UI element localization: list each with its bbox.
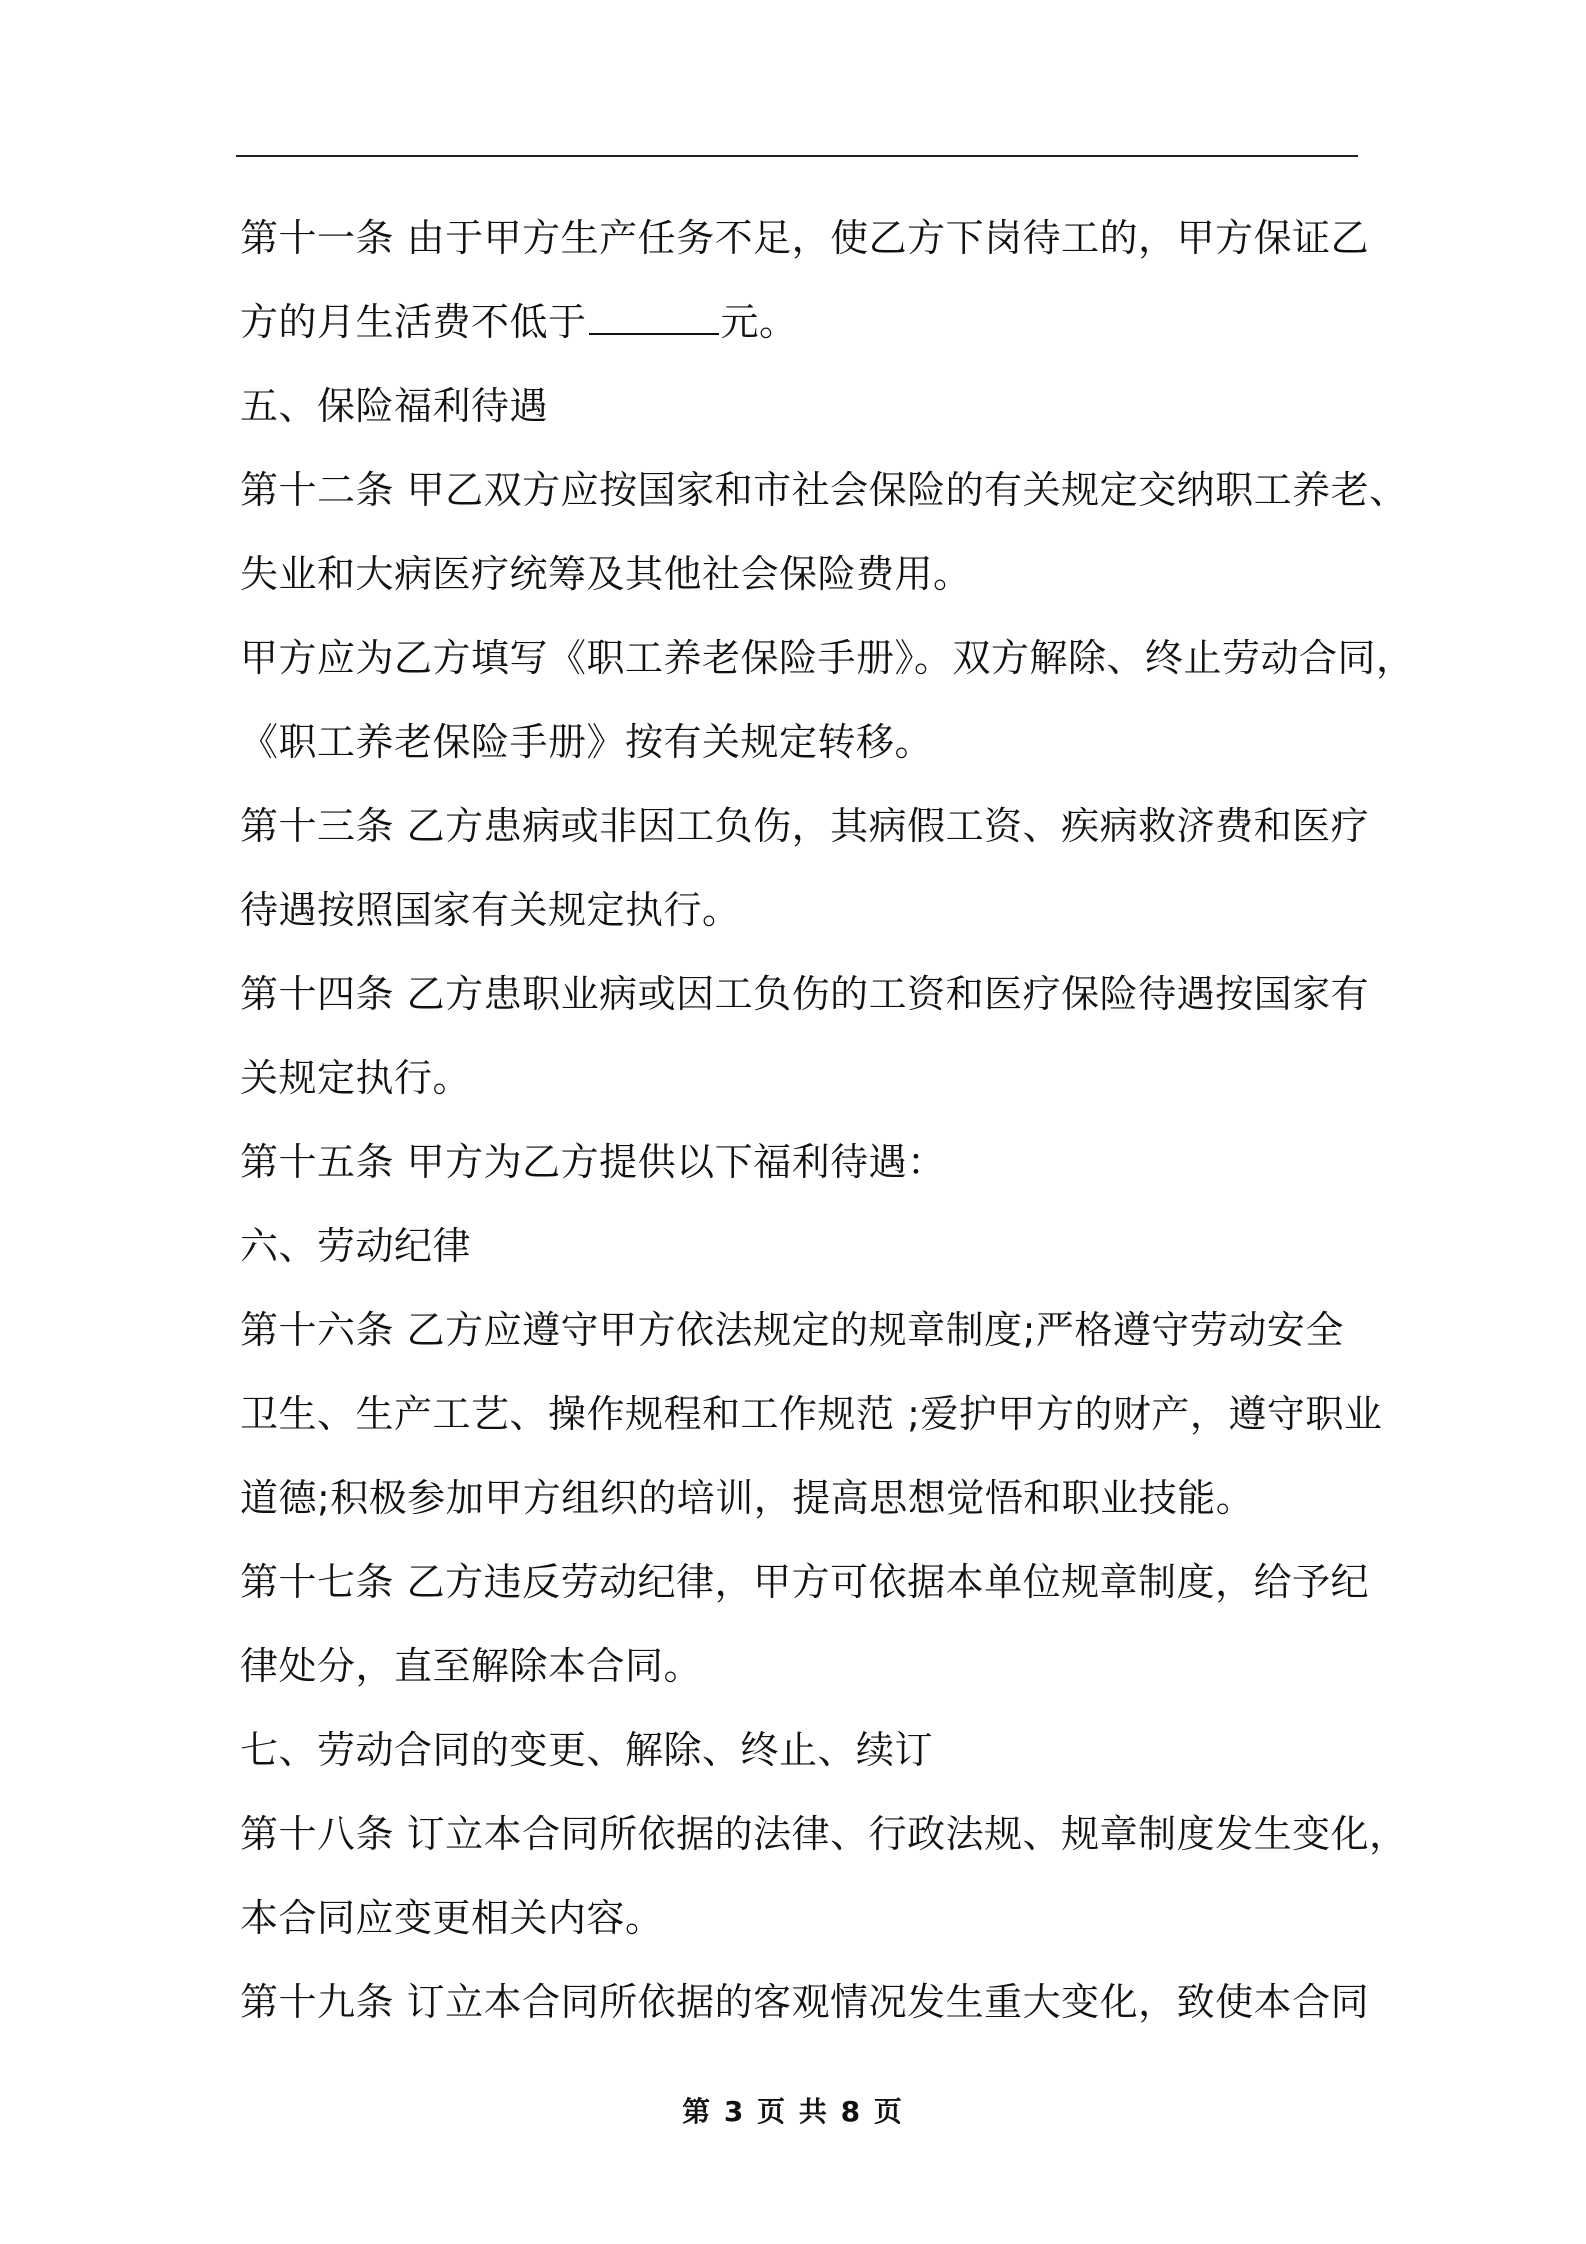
clause-11-line-1: 第十一条 由于甲方生产任务不足，使乙方下岗待工的，甲方保证乙 [240, 216, 1370, 260]
clause-16-line-3: 道德;积极参加甲方组织的培训，提高思想觉悟和职业技能。 [240, 1476, 1255, 1520]
clause-15: 第十五条 甲方为乙方提供以下福利待遇： [240, 1140, 946, 1184]
section-7-heading: 七、劳动合同的变更、解除、终止、续订 [240, 1728, 934, 1772]
clause-14-line-2: 关规定执行。 [240, 1056, 472, 1100]
clause-11-unit: 元。 [720, 300, 798, 344]
clause-17-line-1: 第十七条 乙方违反劳动纪律，甲方可依据本单位规章制度，给予纪 [240, 1560, 1370, 1604]
clause-13-line-2: 待遇按照国家有关规定执行。 [240, 888, 741, 932]
amount-blank [589, 333, 719, 335]
clause-12-line-1: 第十二条 甲乙双方应按国家和市社会保险的有关规定交纳职工养老、 [240, 468, 1408, 512]
contract-body [240, 196, 1415, 2044]
clause-11-line-2 [240, 280, 1370, 364]
clause-12-para-2-line-2: 《职工养老保险手册》按有关规定转移。 [240, 720, 934, 764]
clause-18-line-1: 第十八条 订立本合同所依据的法律、行政法规、规章制度发生变化， [240, 1812, 1408, 1856]
section-6-heading: 六、劳动纪律 [240, 1224, 472, 1268]
clause-16-line-1: 第十六条 乙方应遵守甲方依法规定的规章制度;严格遵守劳动安全 [240, 1308, 1344, 1352]
clause-14-line-1: 第十四条 乙方患职业病或因工负伤的工资和医疗保险待遇按国家有 [240, 972, 1370, 1016]
clause-12-para-2-line-1: 甲方应为乙方填写《职工养老保险手册》。双方解除、终止劳动合同， [240, 636, 1415, 680]
section-5-heading: 五、保险福利待遇 [240, 384, 549, 428]
page-number: 第 3 页 共 8 页 [682, 2095, 904, 2128]
clause-19-line-1: 第十九条 订立本合同所依据的客观情况发生重大变化，致使本合同 [240, 1980, 1370, 2024]
clause-12-line-2: 失业和大病医疗统筹及其他社会保险费用。 [240, 552, 972, 596]
clause-11-text: 方的月生活费不低于 [240, 300, 587, 344]
clause-17-line-2: 律处分，直至解除本合同。 [240, 1644, 703, 1688]
clause-13-line-1: 第十三条 乙方患病或非因工负伤，其病假工资、疾病救济费和医疗 [240, 804, 1370, 848]
clause-18-line-2: 本合同应变更相关内容。 [240, 1896, 664, 1940]
header-rule [236, 155, 1358, 157]
clause-16-line-2: 卫生、生产工艺、操作规程和工作规范 ;爱护甲方的财产，遵守职业 [240, 1392, 1383, 1436]
